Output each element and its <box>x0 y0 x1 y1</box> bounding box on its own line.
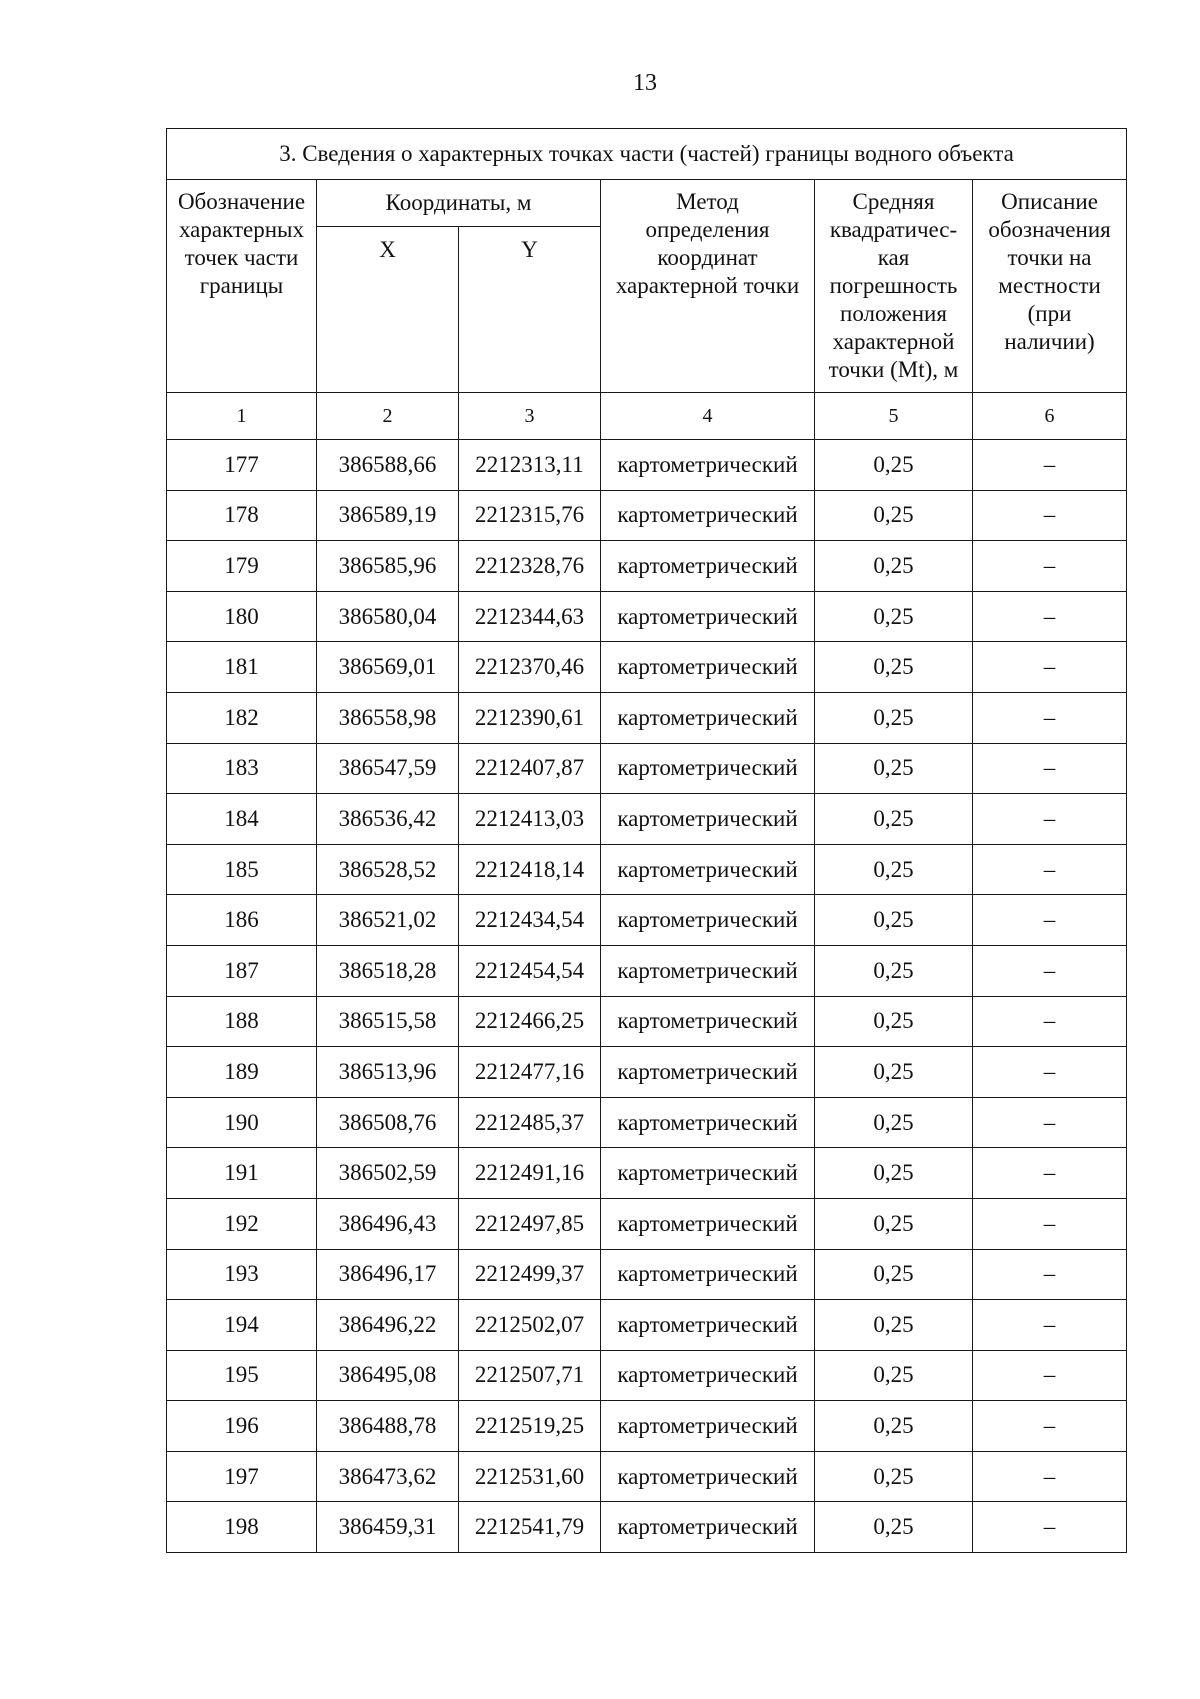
cell-y: 2212531,60 <box>459 1451 601 1502</box>
header-description-line: Описание <box>1001 189 1098 214</box>
cell-point: 184 <box>167 794 317 845</box>
table-row <box>167 743 1127 794</box>
cell-description: – <box>973 1097 1127 1148</box>
table-row <box>167 945 1127 996</box>
header-method-line: характерной точки <box>615 273 800 298</box>
cell-error: 0,25 <box>815 490 973 541</box>
cell-method: картометрический <box>601 1300 815 1351</box>
cell-description: – <box>973 743 1127 794</box>
cell-x: 386588,66 <box>317 440 459 491</box>
cell-x: 386502,59 <box>317 1148 459 1199</box>
cell-error: 0,25 <box>815 945 973 996</box>
header-error-line: точки (Mt), м <box>828 357 959 382</box>
table-title: 3. Сведения о характерных точках части (частей) границы водного объекта <box>167 129 1127 180</box>
cell-description: – <box>973 642 1127 693</box>
cell-point: 194 <box>167 1300 317 1351</box>
cell-y: 2212519,25 <box>459 1401 601 1452</box>
cell-description: – <box>973 1148 1127 1199</box>
table-row <box>167 1300 1127 1351</box>
cell-x: 386515,58 <box>317 996 459 1047</box>
column-number: 1 <box>167 393 317 440</box>
cell-method: картометрический <box>601 692 815 743</box>
cell-point: 189 <box>167 1047 317 1098</box>
cell-y: 2212507,71 <box>459 1350 601 1401</box>
header-error-line: характерной <box>832 329 955 354</box>
cell-x: 386508,76 <box>317 1097 459 1148</box>
cell-description: – <box>973 794 1127 845</box>
header-designation-line: Обозначение <box>177 189 306 214</box>
header-error-line: квадратичес- <box>829 217 958 242</box>
table-row <box>167 1502 1127 1553</box>
table-row <box>167 642 1127 693</box>
table-row <box>167 591 1127 642</box>
cell-method: картометрический <box>601 1502 815 1553</box>
cell-x: 386495,08 <box>317 1350 459 1401</box>
header-error <box>815 180 973 393</box>
cell-method: картометрический <box>601 642 815 693</box>
cell-description: – <box>973 1451 1127 1502</box>
cell-point: 183 <box>167 743 317 794</box>
cell-x: 386513,96 <box>317 1047 459 1098</box>
cell-error: 0,25 <box>815 996 973 1047</box>
header-description <box>973 180 1127 393</box>
header-error-line: погрешность <box>829 273 958 298</box>
cell-y: 2212407,87 <box>459 743 601 794</box>
table-body <box>167 440 1127 1553</box>
cell-x: 386589,19 <box>317 490 459 541</box>
cell-y: 2212497,85 <box>459 1198 601 1249</box>
cell-method: картометрический <box>601 1401 815 1452</box>
cell-x: 386496,22 <box>317 1300 459 1351</box>
cell-y: 2212477,16 <box>459 1047 601 1098</box>
cell-method: картометрический <box>601 1198 815 1249</box>
cell-x: 386521,02 <box>317 895 459 946</box>
cell-y: 2212413,03 <box>459 794 601 845</box>
table-row <box>167 895 1127 946</box>
cell-y: 2212328,76 <box>459 541 601 592</box>
cell-y: 2212344,63 <box>459 591 601 642</box>
cell-description: – <box>973 1502 1127 1553</box>
table-row <box>167 794 1127 845</box>
column-number: 6 <box>973 393 1127 440</box>
cell-x: 386528,52 <box>317 844 459 895</box>
header-method-line: координат <box>657 245 758 270</box>
cell-point: 178 <box>167 490 317 541</box>
cell-error: 0,25 <box>815 1249 973 1300</box>
cell-x: 386547,59 <box>317 743 459 794</box>
cell-point: 185 <box>167 844 317 895</box>
cell-method: картометрический <box>601 1350 815 1401</box>
cell-y: 2212491,16 <box>459 1148 601 1199</box>
cell-x: 386580,04 <box>317 591 459 642</box>
header-designation-line: границы <box>199 273 284 298</box>
cell-method: картометрический <box>601 945 815 996</box>
cell-point: 188 <box>167 996 317 1047</box>
header-description-line: обозначения <box>988 217 1111 242</box>
cell-x: 386558,98 <box>317 692 459 743</box>
header-description-line: точки на <box>1007 245 1092 270</box>
cell-y: 2212315,76 <box>459 490 601 541</box>
cell-x: 386518,28 <box>317 945 459 996</box>
cell-point: 197 <box>167 1451 317 1502</box>
cell-point: 181 <box>167 642 317 693</box>
cell-description: – <box>973 490 1127 541</box>
cell-description: – <box>973 1300 1127 1351</box>
cell-error: 0,25 <box>815 1502 973 1553</box>
cell-description: – <box>973 1047 1127 1098</box>
cell-y: 2212502,07 <box>459 1300 601 1351</box>
cell-error: 0,25 <box>815 642 973 693</box>
cell-y: 2212370,46 <box>459 642 601 693</box>
cell-method: картометрический <box>601 1249 815 1300</box>
header-description-line: местности <box>998 273 1101 298</box>
cell-error: 0,25 <box>815 1047 973 1098</box>
cell-error: 0,25 <box>815 591 973 642</box>
header-error-line: Средняя <box>852 189 935 214</box>
cell-y: 2212485,37 <box>459 1097 601 1148</box>
table-row <box>167 1148 1127 1199</box>
cell-error: 0,25 <box>815 692 973 743</box>
cell-method: картометрический <box>601 440 815 491</box>
table-row <box>167 1047 1127 1098</box>
cell-description: – <box>973 996 1127 1047</box>
cell-error: 0,25 <box>815 541 973 592</box>
cell-error: 0,25 <box>815 1350 973 1401</box>
cell-method: картометрический <box>601 1047 815 1098</box>
cell-x: 386496,17 <box>317 1249 459 1300</box>
cell-point: 177 <box>167 440 317 491</box>
cell-x: 386536,42 <box>317 794 459 845</box>
cell-description: – <box>973 895 1127 946</box>
cell-error: 0,25 <box>815 743 973 794</box>
cell-error: 0,25 <box>815 1401 973 1452</box>
table-row <box>167 1249 1127 1300</box>
cell-description: – <box>973 1198 1127 1249</box>
header-method-line: определения <box>645 217 770 242</box>
cell-error: 0,25 <box>815 895 973 946</box>
cell-description: – <box>973 1350 1127 1401</box>
cell-error: 0,25 <box>815 794 973 845</box>
cell-method: картометрический <box>601 1148 815 1199</box>
cell-description: – <box>973 440 1127 491</box>
table-row <box>167 1097 1127 1148</box>
cell-method: картометрический <box>601 794 815 845</box>
cell-description: – <box>973 1249 1127 1300</box>
cell-y: 2212466,25 <box>459 996 601 1047</box>
cell-method: картометрический <box>601 895 815 946</box>
header-designation-line: характерных <box>178 217 304 242</box>
boundary-points-table <box>166 128 1127 1553</box>
cell-y: 2212390,61 <box>459 692 601 743</box>
cell-point: 187 <box>167 945 317 996</box>
cell-error: 0,25 <box>815 440 973 491</box>
cell-description: – <box>973 591 1127 642</box>
table-row <box>167 541 1127 592</box>
cell-point: 192 <box>167 1198 317 1249</box>
header-designation-line: точек части <box>184 245 299 270</box>
table-row <box>167 996 1127 1047</box>
cell-x: 386473,62 <box>317 1451 459 1502</box>
page-number: 13 <box>633 70 657 96</box>
cell-x: 386459,31 <box>317 1502 459 1553</box>
cell-y: 2212313,11 <box>459 440 601 491</box>
table-row <box>167 1198 1127 1249</box>
cell-x: 386488,78 <box>317 1401 459 1452</box>
table-row <box>167 692 1127 743</box>
table-row <box>167 1350 1127 1401</box>
cell-description: – <box>973 541 1127 592</box>
table-row <box>167 1451 1127 1502</box>
cell-description: – <box>973 1401 1127 1452</box>
cell-y: 2212454,54 <box>459 945 601 996</box>
cell-method: картометрический <box>601 541 815 592</box>
cell-x: 386569,01 <box>317 642 459 693</box>
cell-method: картометрический <box>601 1451 815 1502</box>
header-y: Y <box>459 227 601 393</box>
column-number: 3 <box>459 393 601 440</box>
cell-error: 0,25 <box>815 844 973 895</box>
table-row <box>167 844 1127 895</box>
column-numbers-row <box>167 393 1127 440</box>
header-error-line: положения <box>840 301 947 326</box>
column-number: 4 <box>601 393 815 440</box>
cell-point: 195 <box>167 1350 317 1401</box>
cell-error: 0,25 <box>815 1148 973 1199</box>
cell-method: картометрический <box>601 743 815 794</box>
cell-y: 2212499,37 <box>459 1249 601 1300</box>
cell-point: 193 <box>167 1249 317 1300</box>
header-description-line: (при <box>1027 301 1072 326</box>
cell-point: 196 <box>167 1401 317 1452</box>
cell-point: 182 <box>167 692 317 743</box>
cell-point: 180 <box>167 591 317 642</box>
cell-error: 0,25 <box>815 1451 973 1502</box>
cell-point: 179 <box>167 541 317 592</box>
cell-description: – <box>973 945 1127 996</box>
table-row <box>167 440 1127 491</box>
cell-point: 190 <box>167 1097 317 1148</box>
column-number: 2 <box>317 393 459 440</box>
header-description-line: наличии) <box>1004 329 1095 354</box>
cell-y: 2212418,14 <box>459 844 601 895</box>
header-coordinates: Координаты, м <box>317 180 601 227</box>
cell-description: – <box>973 692 1127 743</box>
cell-method: картометрический <box>601 844 815 895</box>
header-error-line: кая <box>877 245 910 270</box>
cell-method: картометрический <box>601 996 815 1047</box>
cell-y: 2212541,79 <box>459 1502 601 1553</box>
cell-error: 0,25 <box>815 1198 973 1249</box>
header-x: X <box>317 227 459 393</box>
cell-error: 0,25 <box>815 1300 973 1351</box>
cell-error: 0,25 <box>815 1097 973 1148</box>
cell-point: 186 <box>167 895 317 946</box>
cell-method: картометрический <box>601 591 815 642</box>
table-row <box>167 490 1127 541</box>
cell-description: – <box>973 844 1127 895</box>
header-designation <box>167 180 317 393</box>
cell-x: 386496,43 <box>317 1198 459 1249</box>
cell-point: 198 <box>167 1502 317 1553</box>
header-method <box>601 180 815 393</box>
column-number: 5 <box>815 393 973 440</box>
cell-method: картометрический <box>601 490 815 541</box>
cell-point: 191 <box>167 1148 317 1199</box>
cell-x: 386585,96 <box>317 541 459 592</box>
table-row <box>167 1401 1127 1452</box>
header-method-line: Метод <box>676 189 739 214</box>
cell-y: 2212434,54 <box>459 895 601 946</box>
cell-method: картометрический <box>601 1097 815 1148</box>
